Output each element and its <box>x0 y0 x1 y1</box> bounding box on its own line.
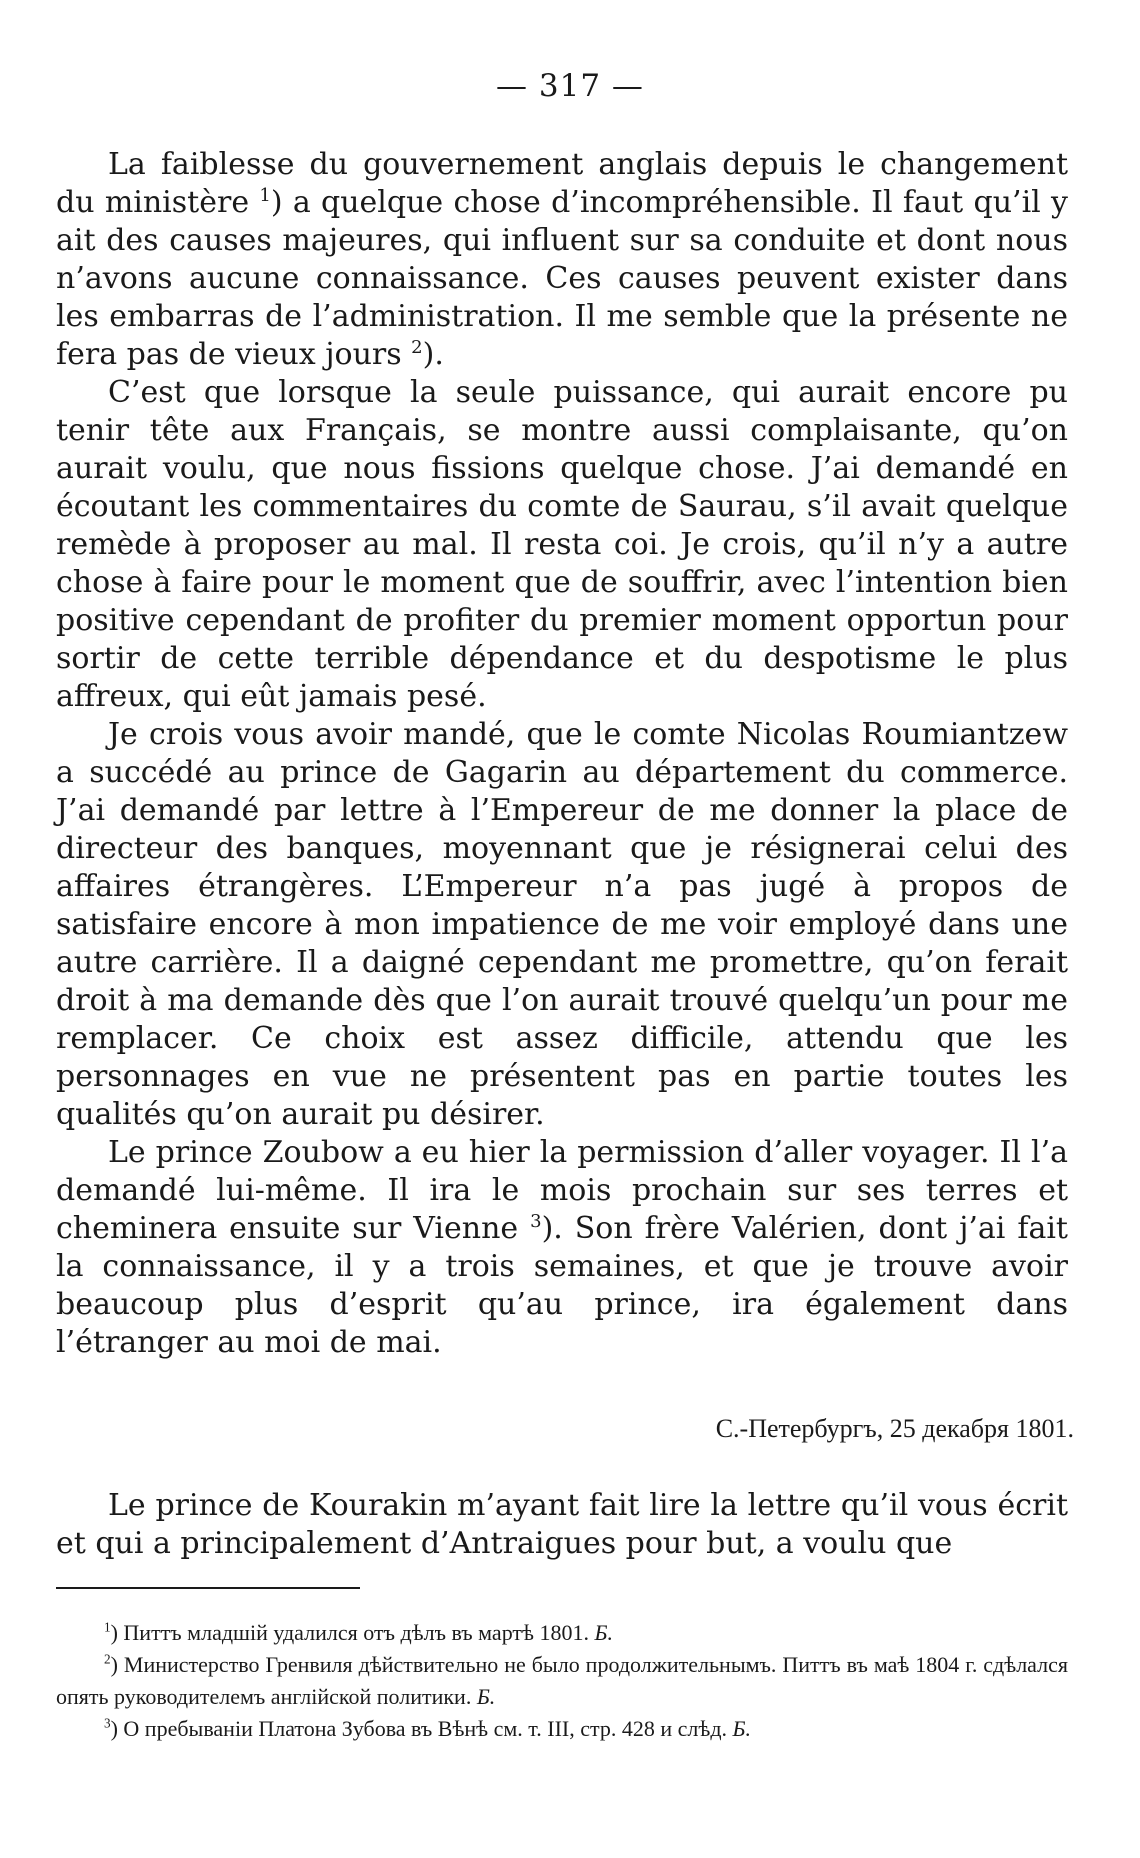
footnote-2-marker: 2 <box>104 1651 111 1667</box>
paragraph-1-part-3: ). <box>422 337 444 372</box>
footnote-ref-1: 1 <box>259 185 271 206</box>
paragraph-1 <box>56 146 1068 374</box>
footnote-ref-2: 2 <box>411 337 423 358</box>
footnote-1-sign: Б. <box>594 1620 613 1645</box>
footnote-2-text: ) Министерство Гренвиля дѣйствительно не было продолжительнымъ. Питтъ въ маѣ 1804 г. сдѣлался опять руководителемъ англійской политики. <box>56 1652 1068 1709</box>
paragraph-4-part-2: ). Son frère Valérien, dont j’ai fait la connaissance, il y a trois semaines, et que je trouve avoir beaucoup plus d’esprit qu’au prince, ira également dans l’étranger au moi de mai. <box>56 1211 1068 1360</box>
main-text <box>56 146 1068 1362</box>
paragraph-1-part-2: ) a quelque chose d’incompréhensible. Il faut qu’il y ait des causes majeures, qui influent sur sa conduite et dont nous n’avons aucune connaissance. Ces causes peuvent exister dans les embarras de l’administration. Il me semble que la présente ne fera pas de vieux jours <box>56 185 1068 372</box>
footnote-1 <box>56 1617 1068 1649</box>
letter-paragraph: Le prince de Kourakin m’ayant fait lire la lettre qu’il vous écrit et qui a principalement d’Antraigues pour but, a voulu que <box>56 1488 1068 1561</box>
letter-date-line: С.-Петербургъ, 25 декабря 1801. <box>715 1414 1074 1443</box>
letter-text <box>56 1487 1068 1563</box>
footnote-3-sign: Б. <box>732 1716 752 1741</box>
paragraph-4 <box>56 1134 1068 1362</box>
page-number: — 317 — <box>496 68 644 104</box>
paragraph-4-part-1: Le prince Zoubow a eu hier la permission d’aller voyager. Il l’a demandé lui-même. Il ira le mois prochain sur ses terres et cheminera ensuite sur Vienne <box>56 1135 1068 1246</box>
footnote-1-text: ) Питтъ младшій удалился отъ дѣлъ въ мартѣ 1801. <box>110 1620 595 1645</box>
footnote-3-marker: 3 <box>104 1715 111 1731</box>
footnote-2-sign: Б. <box>476 1684 496 1709</box>
paragraph-2: C’est que lorsque la seule puissance, qui aurait encore pu tenir tête aux Français, se montre aussi complaisante, qu’on aurait voulu, que nous fissions quelque chose. J’ai demandé en écoutant les commentaires du comte de Saurau, s’il avait quelque remède à proposer au mal. Il resta coi. Je crois, qu’il n’y a autre chose à faire pour le moment que de souffrir, avec l’intention bien positive cependant de profiter du premier moment opportun pour sortir de cette terrible dépendance et du despotisme le plus affreux, qui eût jamais pesé. <box>56 375 1068 714</box>
paragraph-3: Je crois vous avoir mandé, que le comte Nicolas Roumiantzew a succédé au prince de Gagarin au département du commerce. J’ai demandé par lettre à l’Empereur de me donner la place de directeur des banques, moyennant que je résignerai celui des affaires étrangères. L’Empereur n’a pas jugé à propos de satisfaire encore à mon impatience de me voir employé dans une autre carrière. Il a daigné cependant me promettre, qu’on ferait droit à ma demande dès que l’on aurait trouvé quelqu’un pour me remplacer. Ce choix est assez difficile, attendu que les personnages en vue ne présentent pas en partie toutes les qualités qu’on aurait pu désirer. <box>56 717 1068 1132</box>
paragraph-1-part-1: La faiblesse du gouvernement anglais depuis le changement du ministère <box>56 147 1068 220</box>
footnote-divider <box>56 1587 360 1589</box>
footnote-1-marker: 1 <box>104 1619 111 1635</box>
footnote-2 <box>56 1649 1068 1713</box>
footnotes <box>56 1617 1068 1745</box>
footnote-ref-3: 3 <box>530 1211 542 1232</box>
footnote-3-text: ) О пребываніи Платона Зубова въ Вѣнѣ см. т. III, стр. 428 и слѣд. <box>110 1716 733 1741</box>
footnote-3 <box>56 1713 1068 1745</box>
